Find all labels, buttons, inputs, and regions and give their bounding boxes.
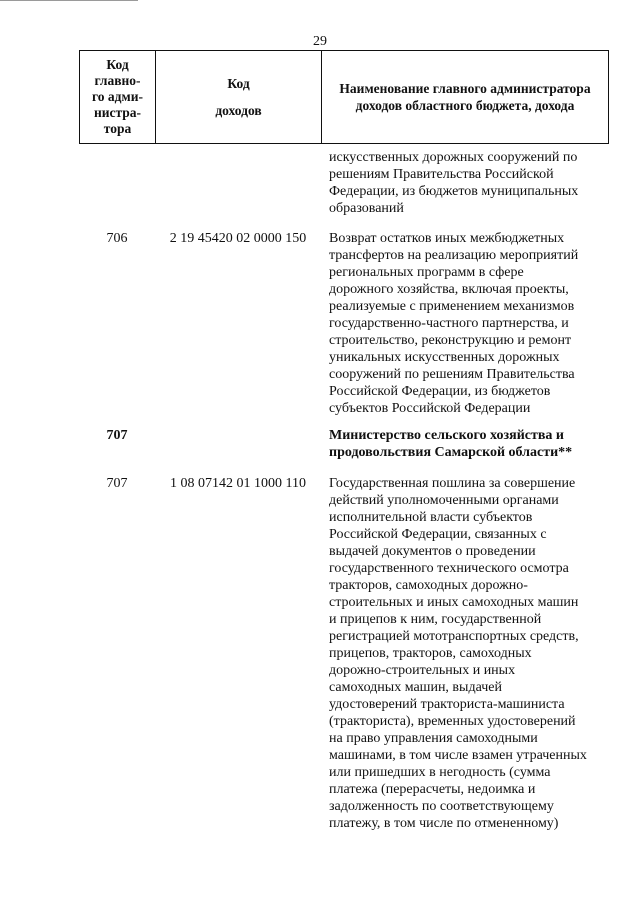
header-income-code-line1: Код bbox=[227, 76, 250, 91]
table-row bbox=[79, 475, 609, 832]
header-income-code-line2: доходов bbox=[215, 103, 262, 118]
row-name: Возврат остатков иных межбюджетных трансфертов на реализацию мероприятий региональных программ в сфере дорожного хозяйства, включая проекты, реализуемые с применением механизмов государственно-частного партнерства, и строительство, реконструкцию и ремонт уникальных искусственных дорожных сооружений по решениям Правительства Российской Федерации, из бюджетов субъектов Российской Федерации bbox=[329, 231, 579, 416]
row-income-code: 1 08 07142 01 1000 110 bbox=[170, 476, 306, 491]
row-admin-code: 706 bbox=[106, 231, 128, 246]
row-name: Министерство сельского хозяйства и продовольствия Самарской области** bbox=[329, 428, 573, 460]
row-admin-code: 707 bbox=[106, 428, 128, 443]
row-admin-code bbox=[79, 149, 155, 217]
row-income-code: 2 19 45420 02 0000 150 bbox=[169, 231, 307, 246]
page-number: 29 bbox=[313, 34, 327, 49]
table-row-ministry bbox=[79, 427, 609, 461]
row-name: искусственных дорожных сооружений по решениям Правительства Российской Федерации, из бюджетов муниципальных образований bbox=[329, 150, 579, 216]
row-income-code bbox=[155, 427, 321, 461]
row-admin-code: 707 bbox=[106, 476, 128, 491]
table-row bbox=[79, 230, 609, 417]
row-income-code bbox=[155, 149, 321, 217]
scan-edge-line bbox=[0, 0, 138, 4]
header-name-label: Наименование главного администратора доходов областного бюджета, дохода bbox=[339, 81, 591, 113]
header-name bbox=[322, 51, 608, 143]
header-admin-code-label: Код главно- го адми- нистра- тора bbox=[92, 57, 143, 136]
table-header bbox=[79, 50, 609, 144]
table-row bbox=[79, 149, 609, 217]
header-admin-code bbox=[80, 51, 156, 143]
row-name: Государственная пошлина за совершение действий уполномоченными органами исполнительной власти субъектов Российской Федерации, связанных с выдачей документов о проведении государственного технического осмотра тракторов, самоходных дорожно- строительных и иных самоходных машин и прицепов к ним, государственной регистрацией мототранспортных средств, прицепов, тракторов, самоходных дорожно-строительных и иных самоходных машин, выдачей удостоверений тракториста-машиниста (тракториста), временных удостоверений на право управления самоходными машинами, в том числе взамен утраченных или пришедших в негодность (сумма платежа (перерасчеты, недоимка и задолженность по соответствующему платежу, в том числе по отмененному) bbox=[329, 476, 587, 831]
header-income-code bbox=[156, 51, 322, 143]
table-body bbox=[79, 146, 609, 832]
